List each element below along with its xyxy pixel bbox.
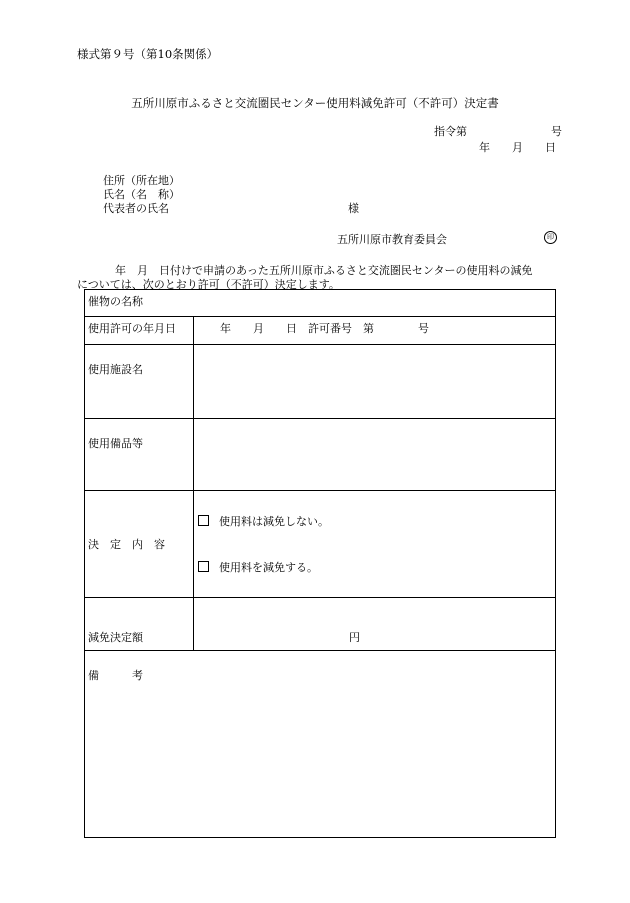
permit-date-value: 年 月 日 許可番号 第 号 <box>194 317 556 345</box>
document-title: 五所川原市ふるさと交流圏民センター使用料減免許可（不許可）決定書 <box>131 96 499 110</box>
seal-icon: 印 <box>544 231 557 244</box>
table-row <box>85 598 556 651</box>
option-no-reduction[interactable] <box>194 513 555 529</box>
checkbox-icon[interactable] <box>198 515 209 526</box>
option-reduction-label: 使用料を減免する。 <box>219 561 318 574</box>
checkbox-icon[interactable] <box>198 561 209 572</box>
issue-date: 年 月 日 <box>479 141 556 154</box>
order-number-label: 指令第 <box>434 125 467 138</box>
table-row <box>85 651 556 838</box>
decision-table <box>84 289 556 838</box>
equipment-value <box>194 419 556 491</box>
option-no-reduction-label: 使用料は減免しない。 <box>219 515 329 528</box>
permit-date-label: 使用許可の年月日 <box>85 317 194 345</box>
intro-text-line-1: 年 月 日付けで申請のあった五所川原市ふるさと交流圏民センターの使用料の減免 <box>115 264 533 277</box>
amount-label: 減免決定額 <box>85 598 194 651</box>
address-label: 住所（所在地） <box>103 174 180 187</box>
table-row <box>85 419 556 491</box>
decision-label: 決 定 内 容 <box>85 491 194 598</box>
table-row <box>85 345 556 419</box>
name-label: 氏名（名 称） <box>103 188 180 201</box>
intro-text-line-2: については、次のとおり許可（不許可）決定します。 <box>77 278 340 291</box>
event-name-label: 催物の名称 <box>85 290 556 317</box>
table-row <box>85 290 556 317</box>
amount-value <box>194 598 556 651</box>
amount-unit: 円 <box>349 631 360 644</box>
decision-options <box>194 491 556 598</box>
issuer-name: 五所川原市教育委員会 <box>337 233 447 246</box>
facility-value <box>194 345 556 419</box>
option-reduction[interactable] <box>194 559 555 575</box>
facility-label: 使用施設名 <box>85 345 194 419</box>
table-row <box>85 491 556 598</box>
order-number-suffix: 号 <box>551 125 562 138</box>
equipment-label: 使用備品等 <box>85 419 194 491</box>
remarks-label: 備 考 <box>85 651 556 838</box>
representative-label: 代表者の氏名 <box>103 202 169 215</box>
form-number: 様式第９号（第10条関係） <box>77 47 219 61</box>
honorific: 様 <box>348 202 359 215</box>
table-row <box>85 317 556 345</box>
